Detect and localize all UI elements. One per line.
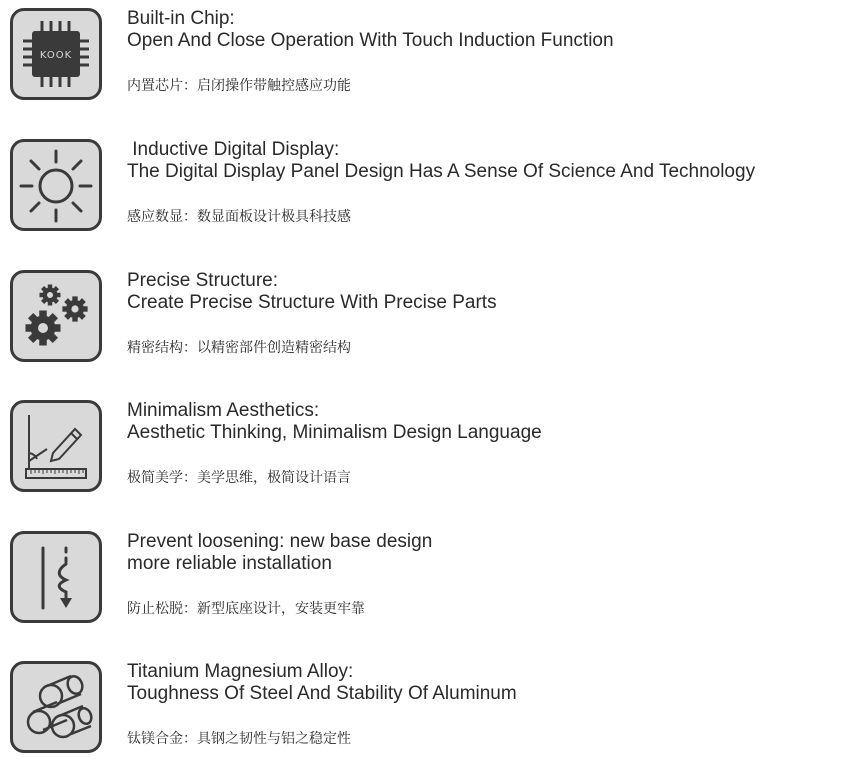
feature-title: Built-in Chip:: [127, 8, 235, 29]
gears-icon: [13, 273, 99, 359]
sun-icon-box: [10, 139, 102, 231]
feature-description-cn: 防止松脱：新型底座设计，安装更牢靠: [127, 601, 365, 617]
feature-precise-structure: [0, 270, 849, 382]
drafting-pen-icon: [13, 403, 99, 489]
feature-subtitle: Create Precise Structure With Precise Parts: [127, 292, 497, 313]
feature-subtitle: Open And Close Operation With Touch Induction Function: [127, 30, 614, 51]
feature-titanium-magnesium-alloy: [0, 661, 849, 773]
feature-digital-display: [0, 139, 849, 251]
feature-description-cn: 极简美学：美学思维，极简设计语言: [127, 470, 351, 486]
feature-subtitle: more reliable installation: [127, 553, 332, 574]
feature-minimalism-aesthetics: [0, 400, 849, 512]
screw-icon: [13, 534, 99, 620]
feature-title: Precise Structure:: [127, 270, 278, 291]
feature-title: Inductive Digital Display:: [127, 139, 340, 160]
feature-title: Titanium Magnesium Alloy:: [127, 661, 354, 682]
feature-description-cn: 精密结构：以精密部件创造精密结构: [127, 340, 351, 356]
gears-icon-box: [10, 270, 102, 362]
feature-title: Minimalism Aesthetics:: [127, 400, 320, 421]
sun-icon: [13, 142, 99, 228]
alloy-rods-icon-box: [10, 661, 102, 753]
feature-title: Prevent loosening: new base design: [127, 531, 433, 552]
drafting-pen-icon-box: [10, 400, 102, 492]
alloy-rods-icon: [13, 664, 99, 750]
feature-description-cn: 钛镁合金：具钢之韧性与铝之稳定性: [127, 731, 351, 747]
feature-description-cn: 感应数显：数显面板设计极具科技感: [127, 209, 351, 225]
feature-prevent-loosening: [0, 531, 849, 643]
feature-subtitle: Toughness Of Steel And Stability Of Aluminum: [127, 683, 517, 704]
chip-icon: [13, 11, 99, 97]
chip-label: KOOK: [39, 50, 73, 61]
feature-subtitle: The Digital Display Panel Design Has A Sense Of Science And Technology: [127, 161, 756, 182]
feature-built-in-chip: [0, 8, 849, 120]
chip-icon-box: [10, 8, 102, 100]
feature-description-cn: 内置芯片：启闭操作带触控感应功能: [127, 78, 351, 94]
screw-icon-box: [10, 531, 102, 623]
feature-subtitle: Aesthetic Thinking, Minimalism Design Language: [127, 422, 542, 443]
